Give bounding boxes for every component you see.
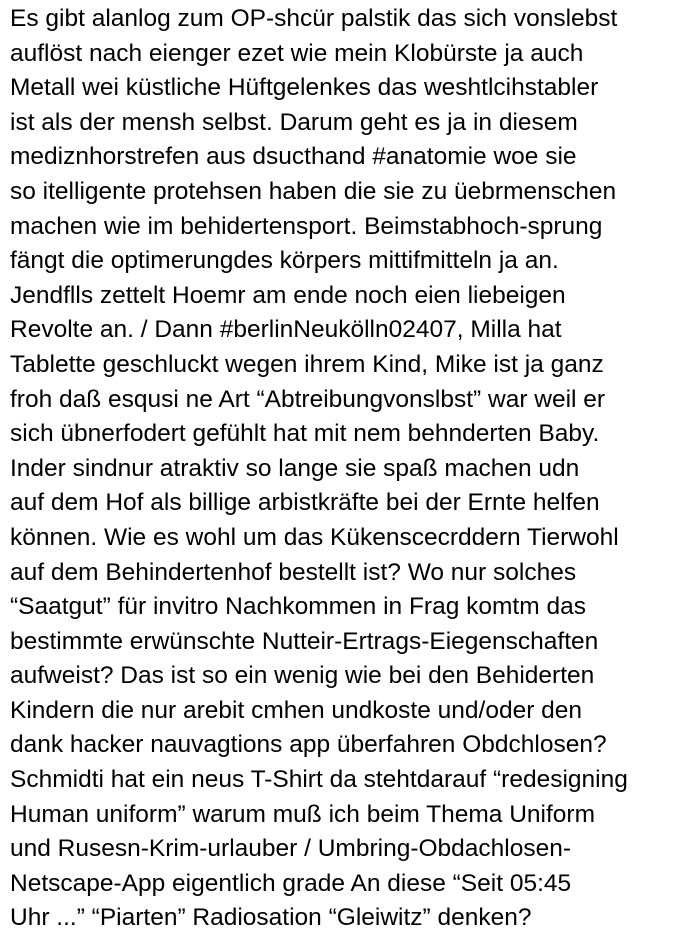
text-line: fängt die optimerungdes körpers mittifmitteln ja an. <box>10 247 559 275</box>
text-line: Metall wei küstliche Hüftgelenkes das weshtlcihstabler <box>10 74 599 102</box>
text-line: mediznhorstrefen aus dsucthand #anatomie woe sie <box>10 143 577 171</box>
text-line: Revolte an. / Dann #berlinNeukölln02407, Milla hat <box>10 316 562 344</box>
text-line: können. Wie es wohl um das Kükenscecrddern Tierwohl <box>10 523 619 551</box>
text-line: aufweist? Das ist so ein wenig wie bei den Behiderten <box>10 662 595 690</box>
text-line: froh daß esqusi ne Art “Abtreibungvonslbst” war weil er <box>10 385 606 413</box>
text-line: bestimmte erwünschte Nutteir-Ertrags-Eiegenschaften <box>10 627 599 655</box>
text-line: so itelligente protehsen haben die sie zu üebrmenschen <box>10 177 617 205</box>
text-line: auf dem Behindertenhof bestellt ist? Wo nur solches <box>10 558 577 586</box>
text-line: dank hacker nauvagtions app überfahren Obdchlosen? <box>10 731 607 759</box>
text-line: auf dem Hof als billige arbistkräfte bei der Ernte helfen <box>10 489 600 517</box>
body-text <box>10 2 682 936</box>
text-line: sich übnerfodert gefühlt hat mit nem behnderten Baby. <box>10 420 600 448</box>
text-line: Netscape-App eigentlich grade An diese “Seit 05:45 <box>10 869 572 897</box>
text-line: Human uniform” warum muß ich beim Thema Uniform <box>10 800 595 828</box>
text-line: Jendflls zettelt Hoemr am ende noch eien liebeigen <box>10 281 566 309</box>
text-line: Es gibt alanlog zum OP-shcür palstik das sich vonslebst <box>10 5 618 32</box>
text-line: auflöst nach eienger ezet wie mein Klobürste ja auch <box>10 39 584 67</box>
text-line: Tablette geschluckt wegen ihrem Kind, Mike ist ja ganz <box>10 350 604 378</box>
text-line: Uhr ...” “Piarten” Radiosation “Gleiwitz” denken? <box>10 904 532 932</box>
text-line: Schmidti hat ein neus T-Shirt da stehtdarauf “redesigning <box>10 766 628 794</box>
text-line: “Saatgut” für invitro Nachkommen in Frag komtm das <box>10 593 586 621</box>
text-line: Kindern die nur arebit cmhen undkoste und/oder den <box>10 696 583 724</box>
text-line: ist als der mensh selbst. Darum geht es ja in diesem <box>10 108 578 136</box>
text-line: und Rusesn-Krim-urlauber / Umbring-Obdachlosen- <box>10 835 572 863</box>
text-line: machen wie im behidertensport. Beimstabhoch-sprung <box>10 212 603 240</box>
text-line: Inder sindnur atraktiv so lange sie spaß machen udn <box>10 454 580 482</box>
